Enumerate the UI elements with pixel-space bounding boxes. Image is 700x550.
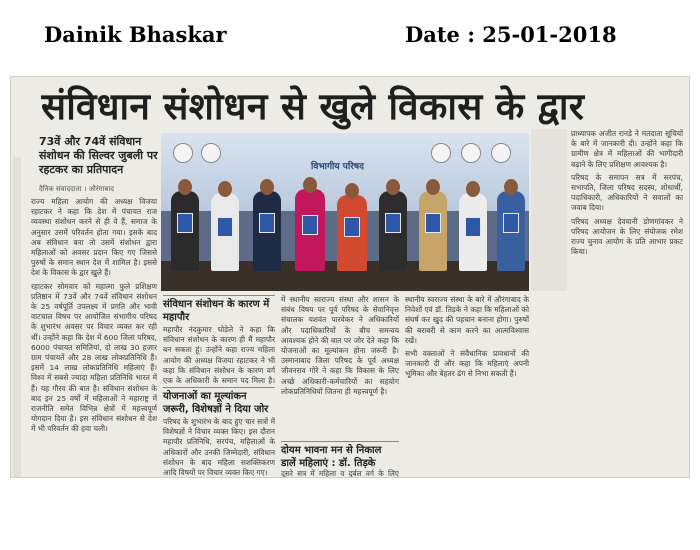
paragraph: सभी वक्ताओं ने संवैधानिक प्रावधानों की जानकारी दी और कहा कि महिलाएं अपनी भूमिका और बेहतर ढंग से निभा सकती हैं।	[405, 349, 529, 379]
article-subheadline: 73वें और 74वें संविधान संशोधन की सिल्वर जुबली पर रहटकर का प्रतिपादन	[39, 135, 158, 176]
person-head	[386, 179, 400, 195]
person-head	[178, 179, 192, 195]
page-edge	[13, 157, 21, 478]
paragraph: दूसरे सत्र में महिला व दुर्बल वर्ग के लिए	[281, 469, 399, 478]
paragraph: महापौर नंदकुमार घोड़ेले ने कहा कि संविधान संशोधन के कारण ही मैं महापौर बन सकता हूं। उन्होंने कहा राज्य महिला आयोग की अध्यक्ष विजया रहाटकर ने भी कहा कि संविधान संशोधन के कारण वर्ग एक के अधिकारी के समान पद मिला है।	[163, 325, 275, 385]
person-head	[345, 183, 359, 199]
paragraph: परिषद के समापन सत्र में सरपंच, सभापति, जिला परिषद सदस्य, शोधार्थी, पदाधिकारी, अधिकारियों ने सवालों का जवाब दिया।	[571, 172, 683, 213]
article-headline: संविधान संशोधन से खुले विकास के द्वार	[41, 85, 585, 128]
report-booklet	[503, 213, 519, 233]
paragraph: में स्थानीय स्वराज्य संस्था और शासन के संबंध विषय पर पूर्व परिषद के सेवानिवृत्त संचालक यशवंत पारवेकर ने अधिकारियों और पदाधिकारियों के बीच समन्वय आवश्यक होने की बात पर जोर देते कहा कि योजनाओं का मूल्यांकन होना जरूरी है। उस्मानाबाद जिला परिषद के पूर्व अध्यक्ष जीवनराव गोरे ने कहा कि विकास के लिए अच्छे अधिकारी-कर्मचारियों का सहयोग लोकप्रतिनिधियों जितना ही महत्त्वपूर्ण है।	[281, 295, 399, 396]
event-photo	[161, 133, 529, 291]
photo-margin	[531, 129, 567, 291]
logo-icon	[491, 143, 511, 163]
report-booklet	[385, 213, 401, 233]
article-column-3b	[281, 469, 399, 478]
report-booklet	[177, 213, 193, 233]
banner-text: विभागीय परिषद	[311, 162, 364, 172]
article-column-5	[571, 129, 683, 478]
logo-icon	[431, 143, 451, 163]
paragraph: रहाटकर सोमवार को महात्मा फुले प्रशिक्षण प्रतिष्ठान में 73वें और 74वें संविधान संशोधन के 25 वर्षपूर्ति उपलक्ष्य में प्रगति और भावी वाटचाल विषय पर आयोजित संभागीय परिषद के शुभारंभ अवसर पर विचार व्यक्त कर रही थीं। उन्होंने कहा कि देश में 600 जिला परिषद, 6000 पंचायत समितियां, दो लाख 30 हजार ग्राम पंचायतें और 28 लाख लोकप्रतिनिधि हैं। इसमें 14 लाख लोकप्रतिनिधि महिलाएं हैं। विश्व में सबसे ज्यादा महिला प्रतिनिधि भारत में हैं। यह गौरव की बात है। संविधान संशोधन के बाद इन 25 वर्षों में महिलाओं ने महाराष्ट्र में राजनीति समेत विभिन्न क्षेत्रों में महत्त्वपूर्ण योगदान दिया है। इस संविधान संशोधन से देश में भी परिवर्तन की हवा चली।	[31, 281, 157, 434]
person-head	[466, 181, 480, 197]
paragraph: परिषद के शुभारंभ के बाद हुए चार सत्रों में विशेषज्ञों ने विचार व्यक्त किए। इस दौरान महापौर प्रतिनिधि, सरपंच, महिलाओं के अधिकारों और उनकी जिम्मेदारी, संविधान संशोधन के बाद महिला सशक्तिकरण आदि विषयों पर विचार व्यक्त किए गए।	[163, 417, 275, 478]
paragraph: प्राध्यापक अजीत रानडे ने मतदाता सूचियों के बारे में जानकारी दी। उन्होंने कहा कि ग्रामीण क्षेत्र में महिलाओं की भागीदारी बढ़ाने के लिए प्रशिक्षण आवश्यक है।	[571, 129, 683, 169]
paragraph: स्थानीय स्वराज्य संस्था के बारे में औरंगाबाद के निवेशों एवं डॉ. तिड़के ने कहा कि महिलाओं को संघर्ष कर खुद की पहचान बनाना होगा। पुरुषों की बराबरी से काम करने का आत्मविश्वास रखें।	[405, 295, 529, 345]
article-byline: दैनिक संवाददाता । औरंगाबाद	[39, 185, 114, 193]
person-head	[303, 177, 317, 193]
person-head	[218, 181, 232, 197]
publication-date: Date : 25-01-2018	[405, 22, 617, 47]
report-booklet	[425, 213, 441, 233]
newspaper-clipping	[10, 76, 690, 478]
person-head	[426, 179, 440, 195]
article-column-1	[31, 197, 157, 478]
section-heading: दोयम भावना मन से निकाल डालें महिलाएं : डॉ. तिड़के	[281, 441, 399, 470]
logo-icon	[461, 143, 481, 163]
article-column-2	[163, 325, 275, 385]
person-head	[260, 179, 274, 195]
logo-icon	[201, 143, 221, 163]
section-heading: संविधान संशोधन के कारण में महापौर	[163, 295, 275, 324]
document-header	[0, 22, 700, 58]
newspaper-name: Dainik Bhaskar	[44, 22, 227, 47]
report-booklet	[217, 217, 233, 237]
report-booklet	[465, 217, 481, 237]
person-head	[504, 179, 518, 195]
article-column-2b	[163, 417, 275, 478]
report-booklet	[302, 215, 318, 235]
paragraph: परिषद अध्यक्ष देवयानी डोणगांवकर ने परिषद आयोजन के लिए संयोजक रमेश राज्य चुनाव आयोग के प्रति आभार प्रकट किया।	[571, 216, 683, 257]
paragraph: राज्य महिला आयोग की अध्यक्ष विजया रहाटकर ने कहा कि देश में पंचायत राज व्यवस्था संशोधन करने से ही वे हैं, समाज के अनुसार उसमें परिवर्तन होता गया। इसके बाद अब संविधान बना तो उसमें संशोधन द्वारा महिलाओं को अवसर प्रदान किए गए जिससे पुरुषों के समान स्थान देश में शामिल है। इससे देश के विकास के द्वार खुले हैं।	[31, 197, 157, 278]
article-column-3	[281, 295, 399, 445]
section-heading: योजनाओं का मूल्यांकन जरूरी, विशेषज्ञों ने दिया जोर	[163, 387, 275, 416]
report-booklet	[259, 213, 275, 233]
report-booklet	[344, 217, 360, 237]
logo-icon	[173, 143, 193, 163]
article-column-4	[405, 295, 529, 478]
